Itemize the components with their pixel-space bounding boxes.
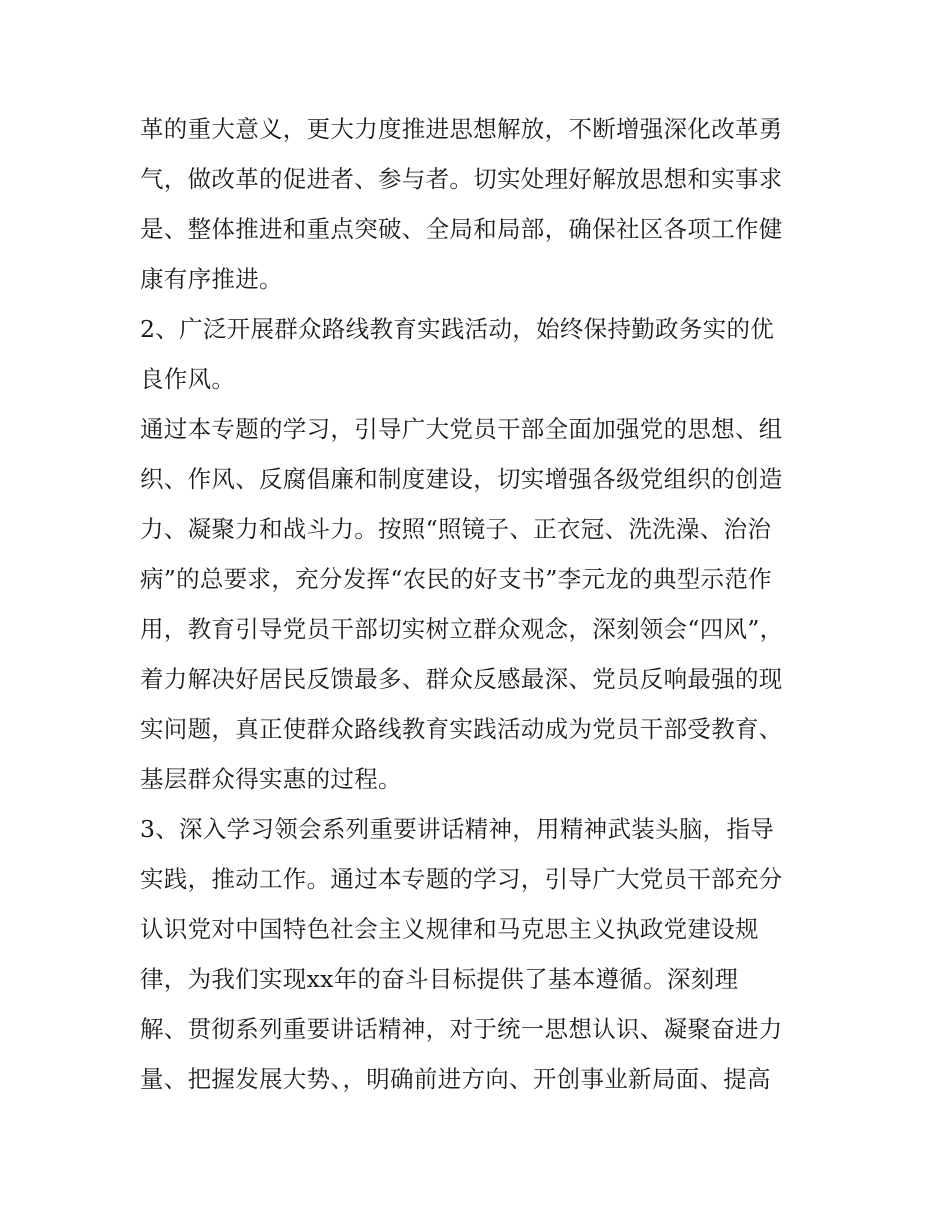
text-line: 康有序推进。 bbox=[140, 265, 283, 293]
section-heading-3: 3、深入学习领会系列重要讲话精神，用精神武装头脑，指导 bbox=[140, 815, 775, 843]
text-line: 解、贯彻系列重要讲话精神，对于统一思想认识、凝聚奋进力 bbox=[140, 1015, 783, 1043]
text-line: 实问题，真正使群众路线教育实践活动成为党员干部受教育、 bbox=[140, 715, 783, 743]
text-line: 革的重大意义，更大力度推进思想解放，不断增强深化改革勇 bbox=[140, 115, 783, 143]
text-line: 基层群众得实惠的过程。 bbox=[140, 765, 402, 793]
text-line: 实践，推动工作。通过本专题的学习，引导广大党员干部充分 bbox=[140, 865, 783, 893]
text-line: 气，做改革的促进者、参与者。切实处理好解放思想和实事求 bbox=[140, 165, 783, 193]
text-line: 用，教育引导党员干部切实树立群众观念，深刻领会“四风”， bbox=[140, 615, 784, 643]
text-line: 力、凝聚力和战斗力。按照“照镜子、正衣冠、洗洗澡、治治 bbox=[140, 515, 772, 543]
text-line: 着力解决好居民反馈最多、群众反感最深、党员反响最强的现 bbox=[140, 665, 783, 693]
text-line: 量、把握发展大势、，明确前进方向、开创事业新局面、提高 bbox=[140, 1065, 771, 1093]
section-heading-2-cont: 良作风。 bbox=[140, 365, 236, 393]
text-line: 律，为我们实现xx年的奋斗目标提供了基本遵循。深刻理 bbox=[140, 965, 739, 993]
text-line: 通过本专题的学习，引导广大党员干部全面加强党的思想、组 bbox=[140, 415, 783, 443]
text-line: 病”的总要求，充分发挥“农民的好支书”李元龙的典型示范作 bbox=[140, 565, 772, 593]
text-line: 认识党对中国特色社会主义规律和马克思主义执政党建设规 bbox=[140, 915, 759, 943]
text-line: 织、作风、反腐倡廉和制度建设，切实增强各级党组织的创造 bbox=[140, 465, 783, 493]
text-line: 是、整体推进和重点突破、全局和局部，确保社区各项工作健 bbox=[140, 215, 783, 243]
section-heading-2: 2、广泛开展群众路线教育实践活动，始终保持勤政务实的优 bbox=[140, 315, 775, 343]
